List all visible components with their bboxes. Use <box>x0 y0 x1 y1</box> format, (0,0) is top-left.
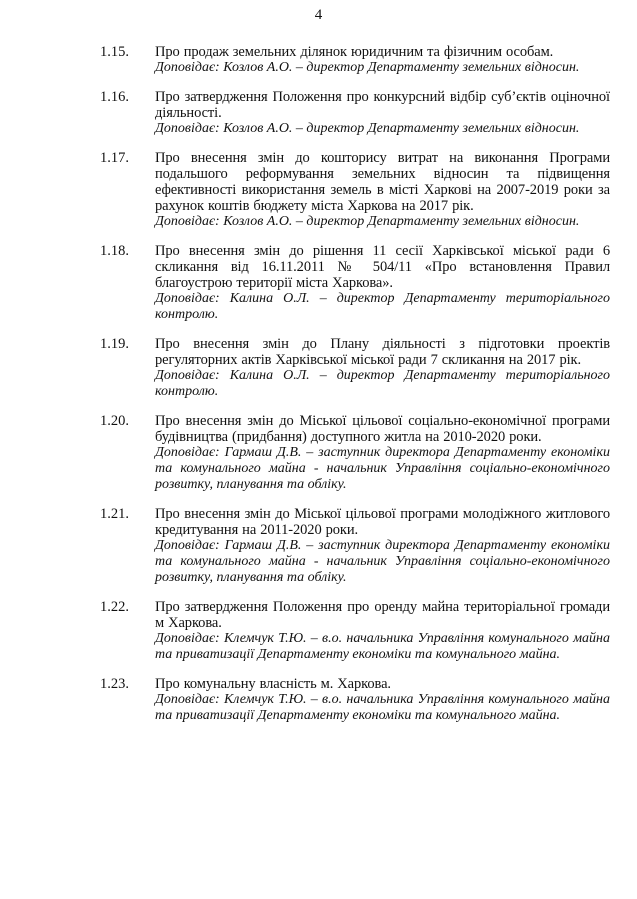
agenda-item-title: Про комунальну власність м. Харкова. <box>155 676 391 692</box>
page-number: 4 <box>314 7 323 23</box>
agenda-item <box>100 243 610 323</box>
agenda-item-number: 1.16. <box>100 89 129 105</box>
agenda-item-title: Про внесення змін до рішення 11 сесії Харківської міської ради 6 скликання від 16.11.2011 № 504/11 «Про встановлення Правил благоустрою території міста Харкова». <box>155 243 610 291</box>
agenda-item-title: Про внесення змін до Міської цільової соціально-економічної програми будівництва (придбання) доступного житла на 2010-2020 роки. <box>155 413 610 445</box>
agenda-item-body <box>155 413 610 493</box>
agenda-item <box>100 506 610 586</box>
agenda-item-number: 1.19. <box>100 336 129 352</box>
agenda-item-speaker: Доповідає: Калина О.Л. – директор Департаменту територіального контролю. <box>155 291 610 322</box>
agenda-item-speaker: Доповідає: Клемчук Т.Ю. – в.о. начальника Управління комунального майна та приватизації Департаменту економіки та комунального майна. <box>155 692 610 723</box>
agenda-item-body <box>155 336 610 400</box>
agenda-item <box>100 676 610 724</box>
agenda-item-number: 1.20. <box>100 413 129 429</box>
agenda-item-number: 1.15. <box>100 44 129 60</box>
agenda-item-speaker: Доповідає: Гармаш Д.В. – заступник директора Департаменту економіки та комунального майна - начальник Управління соціально-економічного розвитку, планування та обліку. <box>155 445 610 492</box>
agenda-item-body <box>155 676 610 724</box>
agenda-item-number: 1.22. <box>100 599 129 615</box>
agenda-item-number: 1.23. <box>100 676 129 692</box>
agenda-item <box>100 150 610 230</box>
agenda-item-body <box>155 243 610 323</box>
agenda-item-number: 1.18. <box>100 243 129 259</box>
agenda-item <box>100 413 610 493</box>
agenda-item-title: Про затвердження Положення про конкурсний відбір суб’єктів оціночної діяльності. <box>155 89 610 121</box>
agenda-item <box>100 599 610 663</box>
agenda-item-speaker: Доповідає: Клемчук Т.Ю. – в.о. начальника Управління комунального майна та приватизації Департаменту економіки та комунального майна. <box>155 631 610 662</box>
agenda-item-body <box>155 44 610 76</box>
agenda-item-speaker: Доповідає: Козлов А.О. – директор Департаменту земельних відносин. <box>155 121 580 136</box>
agenda-item-title: Про внесення змін до Плану діяльності з підготовки проектів регуляторних актів Харківської міської ради 7 скликання на 2017 рік. <box>155 336 610 368</box>
agenda-item-speaker: Доповідає: Калина О.Л. – директор Департаменту територіального контролю. <box>155 368 610 399</box>
agenda-item-body <box>155 599 610 663</box>
agenda-list <box>100 44 610 737</box>
agenda-item-speaker: Доповідає: Гармаш Д.В. – заступник директора Департаменту економіки та комунального майна - начальник Управління соціально-економічного розвитку, планування та обліку. <box>155 538 610 585</box>
agenda-item-title: Про внесення змін до Міської цільової програми молодіжного житлового кредитування на 2011-2020 роки. <box>155 506 610 538</box>
agenda-item-body <box>155 89 610 137</box>
agenda-item-speaker: Доповідає: Козлов А.О. – директор Департаменту земельних відносин. <box>155 214 580 229</box>
agenda-item-title: Про внесення змін до кошторису витрат на виконання Програми подальшого реформування земельних відносин та підвищення ефективності використання земель в місті Харкові на 2007-2019 роки за рахунок коштів бюджету міста Харкова на 2017 рік. <box>155 150 610 214</box>
agenda-item-title: Про продаж земельних ділянок юридичним та фізичним особам. <box>155 44 554 60</box>
agenda-item <box>100 89 610 137</box>
agenda-item <box>100 44 610 76</box>
agenda-item <box>100 336 610 400</box>
agenda-item-number: 1.21. <box>100 506 129 522</box>
agenda-item-number: 1.17. <box>100 150 129 166</box>
agenda-item-body <box>155 150 610 230</box>
agenda-item-speaker: Доповідає: Козлов А.О. – директор Департаменту земельних відносин. <box>155 60 580 75</box>
agenda-item-body <box>155 506 610 586</box>
agenda-item-title: Про затвердження Положення про оренду майна територіальної громади м Харкова. <box>155 599 610 631</box>
